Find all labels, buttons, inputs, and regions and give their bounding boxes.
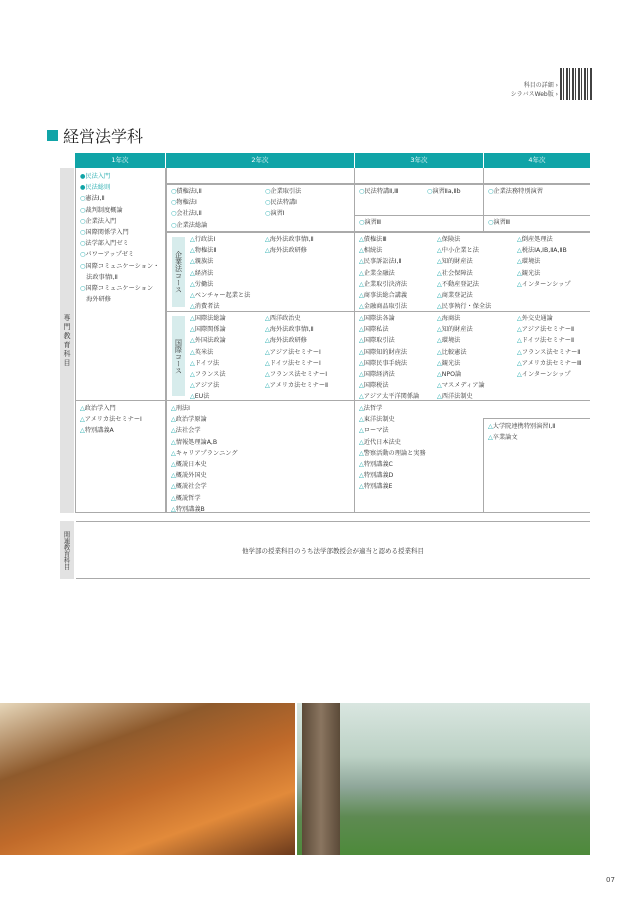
course-item: △概説哲学	[171, 494, 201, 502]
course-item: △国際関係論	[190, 326, 226, 334]
year4-required-1: ○企業法務特別演習	[488, 188, 543, 195]
course-item: △不動産登記法	[437, 280, 479, 288]
course-item: ○企業法入門	[80, 217, 117, 225]
course-item: △外交史通論	[517, 315, 553, 322]
course-item: △物権法Ⅱ	[190, 247, 217, 255]
corp-y3-list-a	[359, 234, 407, 312]
course-item: △特別講義E	[359, 483, 393, 491]
course-item: 海外研修	[80, 296, 111, 304]
course-item: △商事法総合講義	[359, 292, 408, 300]
course-item: △西洋法制史	[437, 393, 473, 401]
intl-y2-list-a	[190, 313, 226, 403]
course-item: 法政事情Ⅰ,Ⅱ	[80, 273, 118, 281]
course-item: ○企業法総論	[171, 221, 208, 229]
course-item: △親族法	[190, 258, 214, 266]
course-item: △NPO論	[437, 371, 462, 379]
course-item: ●民法総則	[80, 184, 111, 192]
course-item: △フランス法セミナーⅡ	[517, 348, 581, 356]
course-item: ○民法特講Ⅰ	[265, 199, 297, 207]
course-item: △知的財産法	[437, 258, 473, 266]
tree-trunk	[302, 703, 340, 855]
intl-y3-list-a	[359, 313, 419, 403]
course-item: △海商法	[437, 315, 461, 322]
course-label-corporate: 企業法コース	[172, 237, 185, 307]
course-item: △行政法Ⅰ	[190, 236, 216, 243]
year2-required-list-a	[171, 186, 207, 231]
course-item: △キャリアプランニング	[171, 449, 238, 457]
course-item: △債権法Ⅲ	[359, 236, 387, 243]
year1-list	[80, 171, 159, 305]
course-item: △海外法政事情Ⅰ,Ⅱ	[265, 236, 314, 243]
course-item: ○国際関係学入門	[80, 229, 129, 237]
course-item: ○国際コミュニケーション・	[80, 262, 160, 270]
course-item: △概説日本史	[171, 461, 207, 469]
course-item: △特別講義D	[359, 472, 394, 480]
course-item: △特別講義C	[359, 461, 393, 469]
course-item: △ドイツ法セミナーⅡ	[517, 337, 575, 345]
course-item: △アメリカ法セミナーⅡ	[265, 382, 329, 390]
course-item: △卒業論文	[488, 434, 518, 442]
course-item: △海外法政事情Ⅰ,Ⅱ	[265, 326, 314, 334]
intl-y2-list-b	[265, 313, 328, 391]
year2-required-list-b	[265, 186, 301, 220]
course-item: △フランス法セミナーⅠ	[265, 371, 328, 379]
course-item: △政治学入門	[80, 405, 116, 412]
course-item: △国際法各論	[359, 315, 395, 322]
course-item: △法哲学	[359, 405, 383, 412]
intl-y4-list	[517, 313, 581, 380]
corp-y3-list-b	[437, 234, 491, 312]
year2-blank	[166, 168, 355, 184]
course-item: △金融商品取引法	[359, 303, 408, 311]
course-item: △EU法	[190, 393, 210, 401]
related-cell	[76, 521, 590, 579]
page-title	[47, 124, 143, 147]
course-item: △アジア法セミナーⅡ	[517, 326, 575, 334]
course-item: △マスメディア論	[437, 382, 485, 390]
course-item: △東洋法制史	[359, 416, 395, 424]
title-text: 経営法学科	[63, 127, 144, 146]
year3-required-1: ○民法特講Ⅱ,Ⅲ	[359, 188, 399, 195]
gen-y3-list	[359, 403, 426, 493]
course-item: △ドイツ法	[190, 359, 220, 367]
course-item: △経済法	[190, 269, 214, 277]
course-item: △中小企業と法	[437, 247, 479, 255]
course-item: △国際法総論	[190, 315, 226, 322]
course-item: △税法ⅠA,ⅠB,ⅡA,ⅡB	[517, 247, 567, 255]
course-item: △概説外国史	[171, 472, 207, 480]
course-item: △法社会学	[171, 427, 201, 435]
course-item: △外国法政論	[190, 337, 226, 345]
course-item: △インターンシップ	[517, 280, 571, 288]
library-photo	[0, 703, 295, 855]
year3-seminar: ○演習Ⅲ	[359, 219, 382, 226]
course-item: △労働法	[190, 280, 214, 288]
course-item: △ベンチャー起業と法	[190, 292, 251, 300]
course-label-international: 国際コース	[172, 316, 185, 396]
course-item: △民事訴訟法Ⅰ,Ⅱ	[359, 258, 402, 266]
header-year3: 3年次	[355, 153, 483, 168]
course-item: ○企業取引法	[265, 188, 302, 195]
gen-y4-list	[488, 421, 555, 443]
year3-required-2: ○演習Ⅱa,Ⅱb	[427, 188, 461, 195]
course-item: △政治学原論	[171, 416, 207, 424]
course-item: ○債権法Ⅰ,Ⅱ	[171, 188, 202, 195]
syllabus-links	[490, 81, 558, 99]
course-item: △民事執行・保全法	[437, 303, 492, 311]
course-item: △特別講義B	[171, 505, 205, 513]
course-item: △消費者法	[190, 303, 220, 311]
course-item: △概説社会学	[171, 483, 207, 491]
corp-y2-list-a	[190, 234, 250, 312]
course-item: △国際取引法	[359, 337, 395, 345]
course-item: △比較憲法	[437, 348, 467, 356]
title-square-icon	[47, 130, 58, 141]
course-item: △社会保障法	[437, 269, 473, 277]
course-item: △刑法Ⅰ	[171, 405, 190, 412]
course-item: ○パワーアップゼミ	[80, 251, 135, 259]
corp-y2-list-b	[265, 234, 314, 256]
course-item: △アメリカ法セミナーⅠ	[80, 416, 142, 424]
course-item: △相続法	[359, 247, 383, 255]
course-item: ●民法入門	[80, 173, 111, 180]
course-item: △近代日本法史	[359, 438, 401, 446]
course-item: △アジア法セミナーⅠ	[265, 348, 321, 356]
course-item: △インターンシップ	[517, 371, 571, 379]
course-item: △警察活動の理論と実務	[359, 449, 426, 457]
header-year1: 1年次	[75, 153, 165, 168]
course-item: △企業金融法	[359, 269, 395, 277]
course-item: △アメリカ法セミナーⅢ	[517, 359, 582, 367]
corp-y4-list	[517, 234, 571, 290]
course-item: △観光法	[437, 359, 461, 367]
syllabus-detail-link[interactable]: 科目の詳細 ›	[523, 82, 558, 89]
course-item: ○裁判制度概論	[80, 206, 123, 214]
course-item: △海外法政研修	[265, 247, 307, 255]
course-item: △フランス法	[190, 371, 226, 379]
course-item: △ドイツ法セミナーⅠ	[265, 359, 321, 367]
intl-y3-list-b	[437, 313, 485, 403]
course-item: △国際私法	[359, 326, 389, 334]
section-label-related: 関連教育科目	[60, 521, 74, 579]
course-item: △倒産処理法	[517, 236, 553, 243]
course-item: ○物権法Ⅰ	[171, 199, 197, 207]
course-item: △企業取引決済法	[359, 280, 408, 288]
course-item: △情報処理論A,B	[171, 438, 218, 446]
course-item: △国際知的財産法	[359, 348, 408, 356]
course-item: △海外法政研修	[265, 337, 307, 345]
course-item: △環境法	[517, 258, 541, 266]
course-item: △環境法	[437, 337, 461, 345]
course-item: △アジア太平洋関係論	[359, 393, 420, 401]
course-item: △英米法	[190, 348, 214, 356]
course-item: ○国際コミュニケーション	[80, 285, 154, 293]
course-item: △国際税法	[359, 382, 389, 390]
page-number: 07	[606, 876, 615, 884]
course-item: △保険法	[437, 236, 461, 243]
course-item: △商業登記法	[437, 292, 473, 300]
course-item: △大学院連携特別演習Ⅰ,Ⅱ	[488, 423, 556, 430]
course-item: △観光法	[517, 269, 541, 277]
gen-y1-list	[80, 403, 142, 437]
section-label-specialized: 専門教育科目	[60, 168, 74, 513]
course-item: ○法学部入門ゼミ	[80, 240, 129, 248]
course-item: △国際経済法	[359, 371, 395, 379]
gen-y2-list	[171, 403, 238, 515]
course-item: △西洋政治史	[265, 315, 301, 322]
syllabus-web-link[interactable]: シラバスWeb版 ›	[510, 91, 558, 98]
header-year2: 2年次	[166, 153, 354, 168]
course-item: △知的財産法	[437, 326, 473, 334]
campus-photo	[297, 703, 590, 855]
course-item: △特別講義A	[80, 427, 114, 435]
qr-code[interactable]	[560, 68, 592, 100]
year3-blank	[354, 168, 484, 184]
header-year4: 4年次	[484, 153, 590, 168]
course-item: △アジア法	[190, 382, 220, 390]
course-item: △国際民事手続法	[359, 359, 408, 367]
course-item: ○憲法Ⅰ,Ⅱ	[80, 195, 105, 203]
course-item: ○演習Ⅰ	[265, 210, 285, 218]
course-item: ○会社法Ⅰ,Ⅱ	[171, 210, 202, 218]
year4-blank	[483, 168, 590, 184]
year4-seminar: ○演習Ⅲ	[488, 219, 511, 226]
related-text: 他学部の授業科目のうち法学部教授会が適当と認める授業科目	[242, 546, 424, 555]
course-item: △ローマ法	[359, 427, 389, 435]
